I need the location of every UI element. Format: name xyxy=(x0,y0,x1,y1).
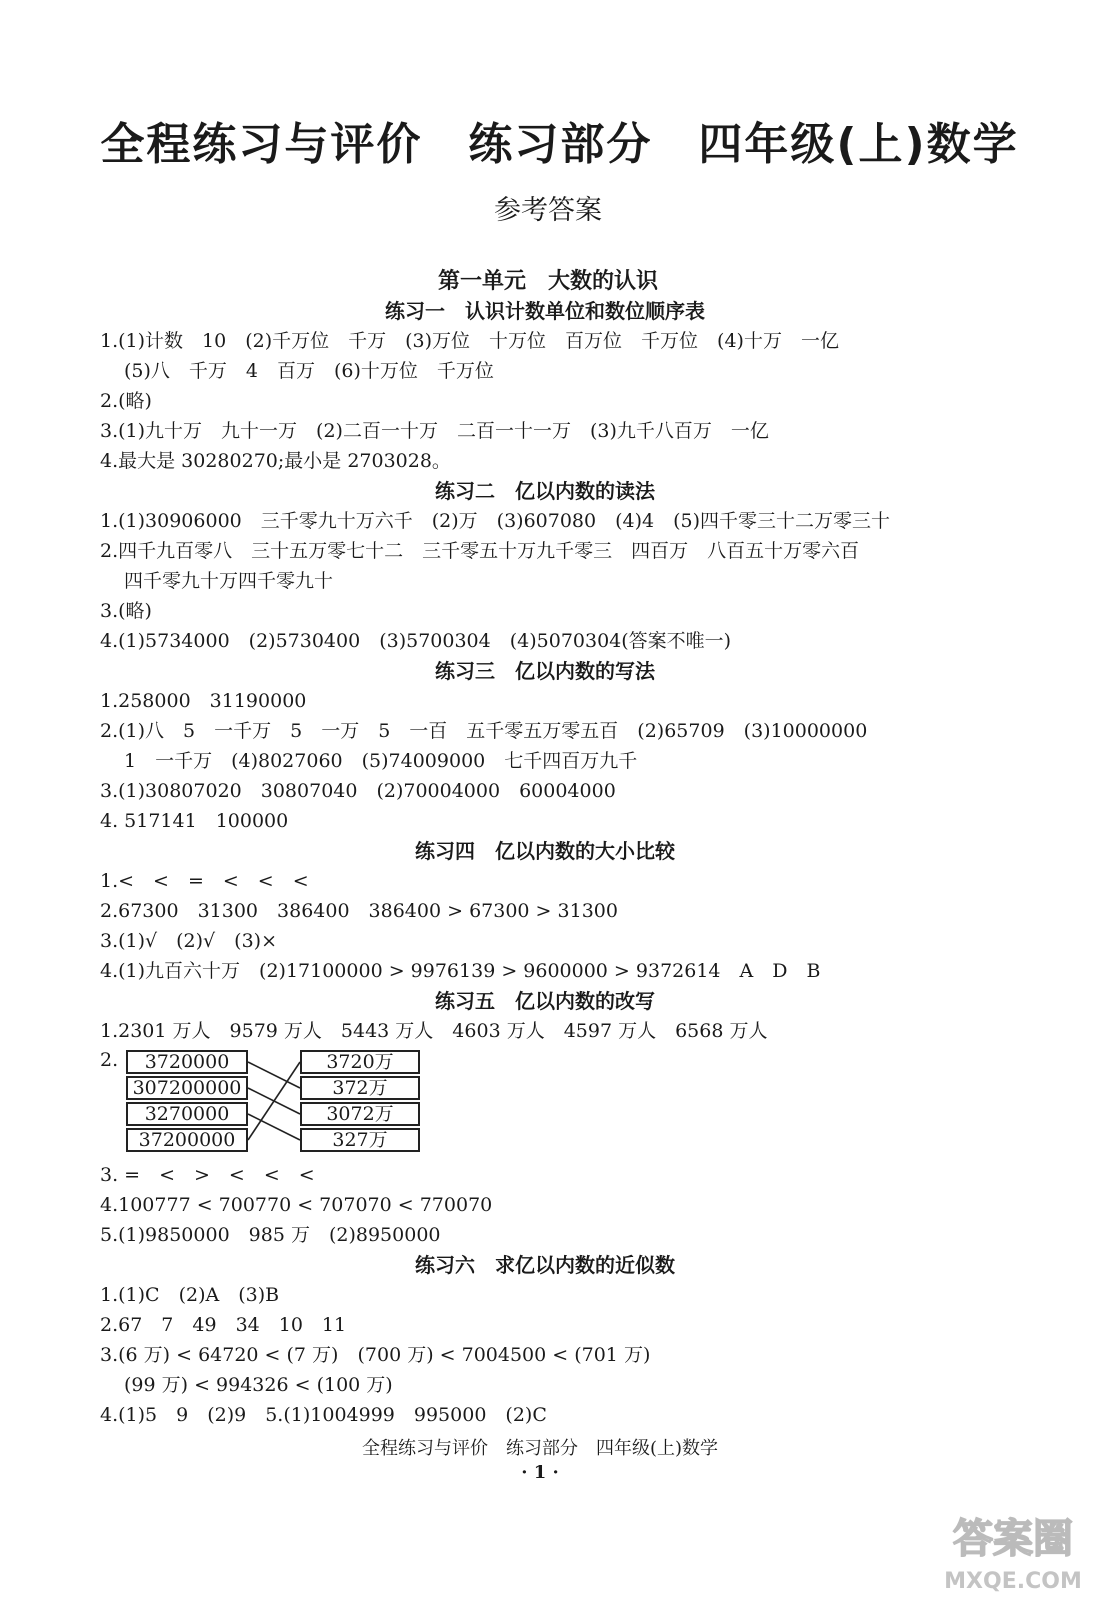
unit-title: 第一单元 大数的认识 xyxy=(437,269,658,294)
answer-line: 1.< < = < < < xyxy=(100,870,309,892)
exercise-title: 练习六 求亿以内数的近似数 xyxy=(415,1253,675,1277)
matching-diagram xyxy=(100,1048,1000,1158)
match-right-box: 3720万 xyxy=(300,1050,420,1074)
match-left-box: 3270000 xyxy=(126,1102,248,1126)
answer-line: (5)八 千万 4 百万 (6)十万位 千万位 xyxy=(124,360,494,382)
match-connector-lines xyxy=(100,1048,440,1158)
match-left-box: 37200000 xyxy=(126,1128,248,1152)
match-left-box: 3720000 xyxy=(126,1050,248,1074)
answer-line: 4.(1)九百六十万 (2)17100000 > 9976139 > 9600000 > 9372614 A D B xyxy=(100,960,821,982)
page-subtitle: 参考答案 xyxy=(494,195,602,226)
match-right-box: 372万 xyxy=(300,1076,420,1100)
answer-line: 3.(1)九十万 九十一万 (2)二百一十万 二百一十一万 (3)九千八百万 一亿 xyxy=(100,420,769,442)
question-number: 2. xyxy=(100,1049,119,1071)
answer-line: 2.(1)八 5 一千万 5 一万 5 一百 五千零五万零五百 (2)65709 (3)10000000 xyxy=(100,720,868,742)
answer-line: (99 万) < 994326 < (100 万) xyxy=(124,1374,393,1396)
answer-line: 1 一千万 (4)8027060 (5)74009000 七千四百万九千 xyxy=(124,750,638,772)
page-number: · 1 · xyxy=(521,1462,559,1483)
match-connector xyxy=(248,1062,300,1140)
answer-line: 1.(1)C (2)A (3)B xyxy=(100,1284,280,1306)
answer-line: 1.(1)30906000 三千零九十万六千 (2)万 (3)607080 (4)4 (5)四千零三十二万零三十 xyxy=(100,510,891,532)
page-footer: 全程练习与评价 练习部分 四年级(上)数学 xyxy=(361,1438,719,1459)
answer-line: 4.(1)5734000 (2)5730400 (3)5700304 (4)5070304(答案不唯一) xyxy=(100,630,732,652)
answer-line: 4.100777 < 700770 < 707070 < 770070 xyxy=(100,1194,493,1216)
answer-line: 3.(1)30807020 30807040 (2)70004000 60004000 xyxy=(100,780,616,802)
answer-line: 4. 517141 100000 xyxy=(100,810,289,832)
answer-line: 1.(1)计数 10 (2)千万位 千万 (3)万位 十万位 百万位 千万位 (4)十万 一亿 xyxy=(100,330,839,352)
watermark-logo xyxy=(918,1500,1108,1598)
exercise-title: 练习四 亿以内数的大小比较 xyxy=(415,839,675,863)
answer-line: 4.(1)5 9 (2)9 5.(1)1004999 995000 (2)C xyxy=(100,1404,547,1426)
answer-line: 3.(1)√ (2)√ (3)× xyxy=(100,930,278,952)
answer-line: 2.67 7 49 34 10 11 xyxy=(100,1314,347,1336)
watermark-logo-text: 答案圈 xyxy=(953,1516,1073,1562)
answer-line: 2.四千九百零八 三十五万零七十二 三千零五十万九千零三 四百万 八百五十万零六百 xyxy=(100,540,860,562)
exercise-title: 练习五 亿以内数的改写 xyxy=(435,989,655,1013)
answer-line: 3. = < > < < < xyxy=(100,1164,315,1186)
match-right-box: 327万 xyxy=(300,1128,420,1152)
page-title: 全程练习与评价 练习部分 四年级(上)数学 xyxy=(100,119,1019,170)
answer-line: 1.2301 万人 9579 万人 5443 万人 4603 万人 4597 万人 6568 万人 xyxy=(100,1020,768,1042)
answer-line: 四千零九十万四千零九十 xyxy=(124,570,334,592)
match-left-box: 307200000 xyxy=(126,1076,248,1100)
watermark-url-text: MXQE.COM xyxy=(944,1569,1082,1594)
answer-line: 2.67300 31300 386400 386400 > 67300 > 31300 xyxy=(100,900,618,922)
answer-line: 5.(1)9850000 985 万 (2)8950000 xyxy=(100,1224,441,1246)
exercise-title: 练习三 亿以内数的写法 xyxy=(435,659,655,683)
match-right-box: 3072万 xyxy=(300,1102,420,1126)
answer-line: 3.(略) xyxy=(100,600,152,622)
exercise-title: 练习二 亿以内数的读法 xyxy=(435,479,655,503)
answer-line: 3.(6 万) < 64720 < (7 万) (700 万) < 7004500 < (701 万) xyxy=(100,1344,651,1366)
exercise-title: 练习一 认识计数单位和数位顺序表 xyxy=(385,299,705,323)
answer-line: 2.(略) xyxy=(100,390,152,412)
answer-line: 1.258000 31190000 xyxy=(100,690,307,712)
answer-content xyxy=(100,296,1000,1430)
answer-line: 4.最大是 30280270;最小是 2703028。 xyxy=(100,450,451,472)
